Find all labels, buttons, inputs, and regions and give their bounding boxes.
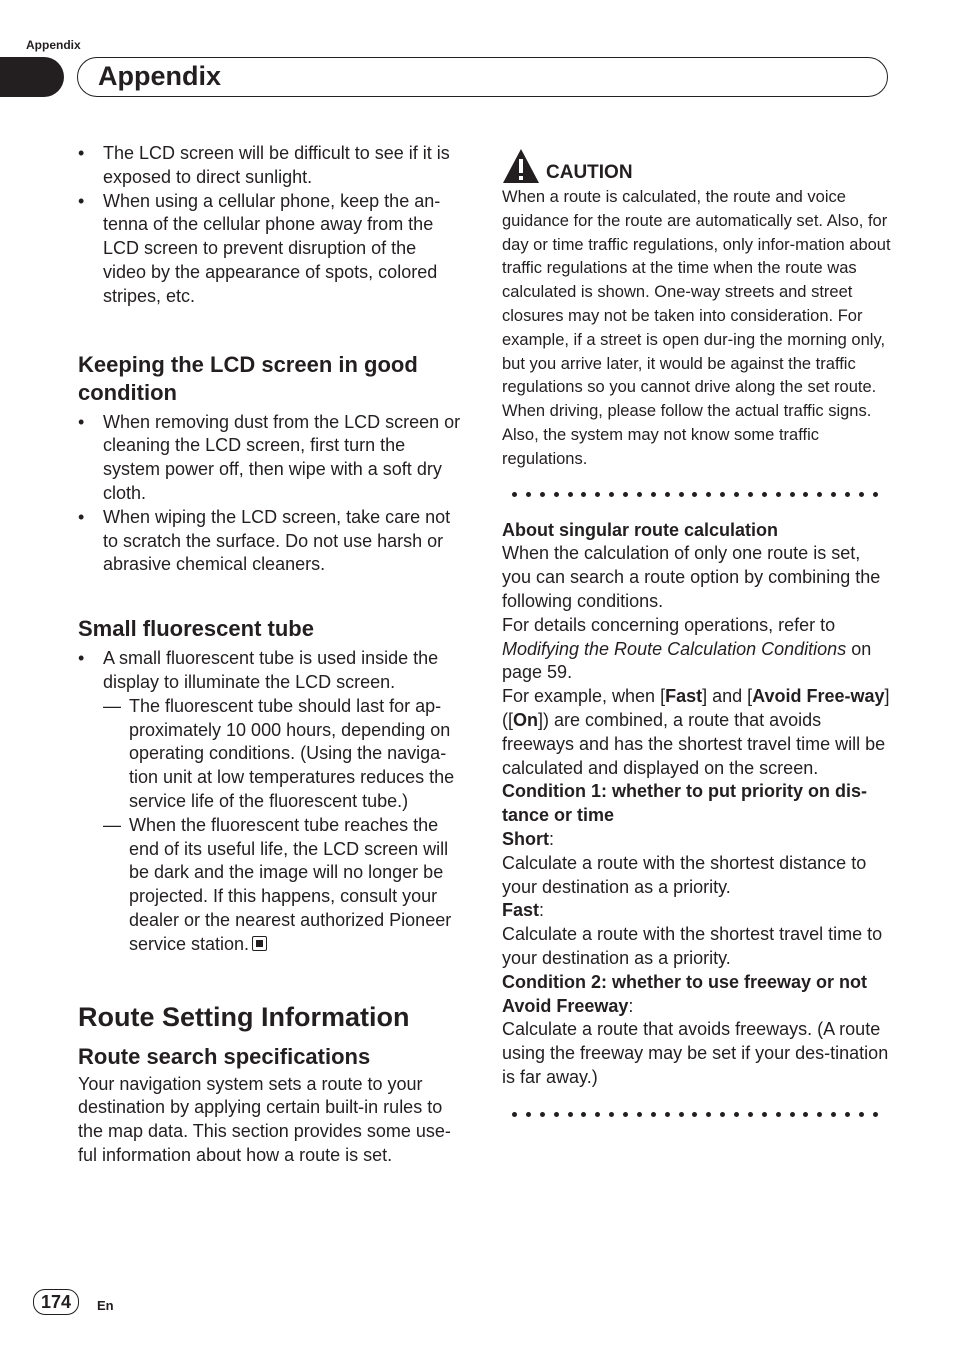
avoid-freeway-option-description: Calculate a route that avoids freeways. (A route using the freeway may be set if your des-tination is far away.) [502,1019,889,1087]
intro-bullet-list [78,142,464,309]
on-keyword: On [513,709,538,730]
page-number: 174 [33,1289,79,1315]
lcd-care-bullet-list [78,411,464,578]
lcd-care-heading: Keeping the LCD screen in good condition [78,351,418,405]
caution-label: CAUTION [546,162,633,183]
fast-option-label [502,899,892,923]
sub-list-item-text: When the fluorescent tube reaches the end of its useful life, the LCD screen will be dark and the image will no longer be projected. If this happens, consult your dealer or the nearest authorized Pioneer service station. [129,814,452,954]
example-text: ] and [ [702,686,753,707]
fast-keyword: Fast [665,686,703,707]
running-head: Appendix [26,38,81,52]
condition-2-heading: Condition 2: whether to use freeway or not [502,971,868,992]
example-paragraph [502,685,892,780]
details-suffix: on page 59. [502,638,872,683]
example-text: ]) are combined, a route that avoids freeways and has the shortest travel time will be calculated and displayed on the screen. [502,709,886,778]
avoid-freeway-keyword: Avoid Free-way [752,686,885,707]
route-setting-heading: Route Setting Information [78,1001,410,1032]
colon: : [539,900,545,921]
route-spec-heading: Route search specifications [78,1043,371,1069]
fluorescent-tube-heading: Small fluorescent tube [78,616,314,642]
list-item: • When removing dust from the LCD screen or cleaning the LCD screen, first turn the system power off, then wipe with a soft dry cloth. [78,411,464,506]
caution-text: When a route is calculated, the route and voice guidance for the route are automatically set. Also, for day or time traffic regulations, only infor-mation about traffic regulations at the time when the route was calculated is shown. One-way streets and street closures may not be taken into consideration. For example, if a street is open dur-ing the morning only, but you arrive later, it would be against the traffic regulations so you cannot drive along the set route. When driving, please follow the actual traffic signs. Also, the system may not know some traffic regulations. [502,188,891,468]
singular-route-heading: About singular route calculation [502,519,779,540]
section-tab-marker [0,57,64,97]
section-divider-dots [512,492,878,497]
details-prefix: For details concerning operations, refer to [502,614,836,635]
language-code: En [97,1298,114,1313]
right-column [502,148,892,1117]
colon: : [549,828,555,849]
list-item: • When wiping the LCD screen, take care not to scratch the surface. Do not use harsh or abrasive chemical cleaners. [78,506,464,577]
avoid-freeway-option-label [502,995,892,1019]
list-item-text: A small fluorescent tube is used inside the display to illuminate the LCD screen. [103,648,439,692]
section-title: Appendix [98,61,222,91]
fluorescent-tube-bullet-list [78,647,464,956]
fast-option-description: Calculate a route with the shortest travel time to your destination as a priority. [502,924,883,968]
example-text: For example, when [ [502,686,666,707]
sub-list-item: — The fluorescent tube should last for ap-proximately 10 000 hours, depending on operating conditions. (Using the naviga-tion unit at low temperatures reduces the service life of the fluorescent tube.) [103,695,464,814]
section-title-bar [77,57,888,97]
warning-triangle-icon [502,148,540,184]
example-text: ] ([ [502,686,890,730]
list-item: • When using a cellular phone, keep the an-tenna of the cellular phone away from the LCD screen to prevent disruption of the video by the appearance of spots, colored stripes, etc. [78,190,464,309]
list-item: • The LCD screen will be difficult to see if it is exposed to direct sunlight. [78,142,464,190]
short-keyword: Short [502,828,549,849]
fast-keyword: Fast [502,900,540,921]
colon: : [628,995,634,1016]
avoid-freeway-keyword: Avoid Freeway [502,995,629,1016]
caution-header [502,148,892,184]
cross-reference: Modifying the Route Calculation Conditions [502,638,847,659]
details-paragraph [502,614,892,685]
short-option-description: Calculate a route with the shortest distance to your destination as a priority. [502,852,867,897]
left-column [78,142,464,1168]
route-spec-paragraph: Your navigation system sets a route to your destination by applying certain built-in rules to the map data. This section provides some use-ful information about how a route is set. [78,1073,451,1165]
end-of-section-icon [252,936,267,951]
section-divider-dots [512,1112,878,1117]
list-item [78,647,464,956]
singular-route-paragraph: When the calculation of only one route is set, you can search a route option by combining the following conditions. [502,543,881,611]
sub-list-item [103,814,464,957]
condition-1-heading: Condition 1: whether to put priority on dis-tance or time [502,781,867,826]
short-option-label [502,828,892,852]
